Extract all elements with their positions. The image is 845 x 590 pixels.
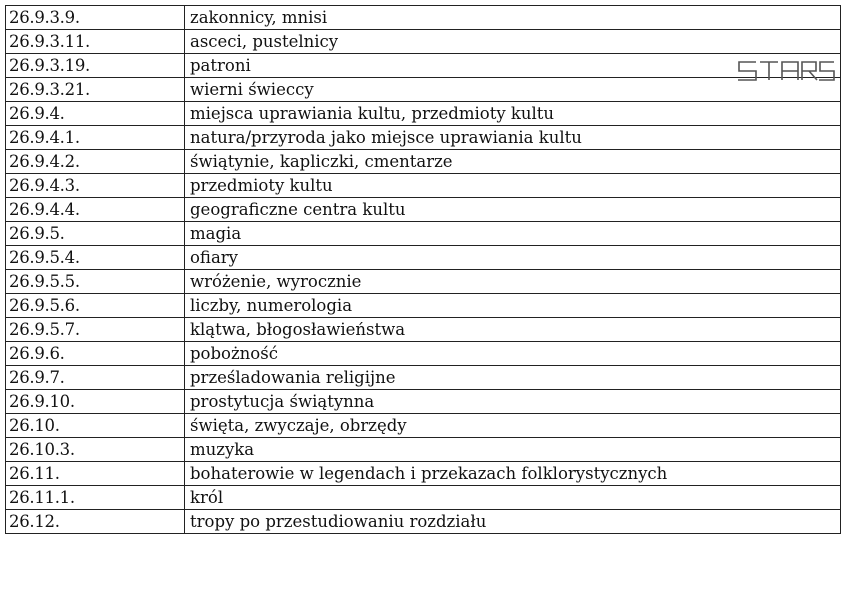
table-row xyxy=(6,246,841,270)
category-code-cell: 26.9.5.6. xyxy=(6,294,185,318)
table-row xyxy=(6,414,841,438)
category-label-cell: tropy po przestudiowaniu rozdziału xyxy=(185,510,841,534)
category-label-cell: bohaterowie w legendach i przekazach folklorystycznych xyxy=(185,462,841,486)
table-row xyxy=(6,486,841,510)
category-label-cell: geograficzne centra kultu xyxy=(185,198,841,222)
category-code-cell: 26.11.1. xyxy=(6,486,185,510)
category-code-cell: 26.9.4.1. xyxy=(6,126,185,150)
category-code-cell: 26.9.5.7. xyxy=(6,318,185,342)
table-row xyxy=(6,174,841,198)
category-code-cell: 26.9.10. xyxy=(6,390,185,414)
table-row xyxy=(6,126,841,150)
table-row xyxy=(6,318,841,342)
category-code-cell: 26.9.4.3. xyxy=(6,174,185,198)
category-label-cell: liczby, numerologia xyxy=(185,294,841,318)
table-row xyxy=(6,510,841,534)
category-code-cell: 26.11. xyxy=(6,462,185,486)
category-code-cell: 26.9.6. xyxy=(6,342,185,366)
stars-watermark-logo xyxy=(737,60,835,82)
table-row xyxy=(6,342,841,366)
table-row xyxy=(6,6,841,30)
category-code-cell: 26.9.5.4. xyxy=(6,246,185,270)
category-code-cell: 26.9.4.4. xyxy=(6,198,185,222)
stars-logo-icon xyxy=(737,60,835,82)
category-label-cell: przedmioty kultu xyxy=(185,174,841,198)
category-label-cell: magia xyxy=(185,222,841,246)
category-code-cell: 26.9.3.9. xyxy=(6,6,185,30)
category-code-cell: 26.9.3.11. xyxy=(6,30,185,54)
table-row xyxy=(6,390,841,414)
category-label-cell: świątynie, kapliczki, cmentarze xyxy=(185,150,841,174)
category-code-cell: 26.12. xyxy=(6,510,185,534)
classification-table xyxy=(5,5,841,534)
category-label-cell: miejsca uprawiania kultu, przedmioty kultu xyxy=(185,102,841,126)
table-row xyxy=(6,54,841,78)
category-code-cell: 26.9.3.21. xyxy=(6,78,185,102)
category-label-cell: król xyxy=(185,486,841,510)
category-code-cell: 26.9.3.19. xyxy=(6,54,185,78)
category-label-cell: prześladowania religijne xyxy=(185,366,841,390)
category-code-cell: 26.9.4.2. xyxy=(6,150,185,174)
category-label-cell: klątwa, błogosławieństwa xyxy=(185,318,841,342)
category-label-cell: asceci, pustelnicy xyxy=(185,30,841,54)
category-label-cell: muzyka xyxy=(185,438,841,462)
category-label-cell: prostytucja świątynna xyxy=(185,390,841,414)
table-body xyxy=(6,6,841,534)
table-row xyxy=(6,366,841,390)
category-code-cell: 26.9.4. xyxy=(6,102,185,126)
category-label-cell: patroni xyxy=(185,54,841,78)
category-code-cell: 26.9.7. xyxy=(6,366,185,390)
table-row xyxy=(6,462,841,486)
table-row xyxy=(6,222,841,246)
category-code-cell: 26.9.5. xyxy=(6,222,185,246)
category-code-cell: 26.10. xyxy=(6,414,185,438)
category-label-cell: pobożność xyxy=(185,342,841,366)
table-row xyxy=(6,30,841,54)
table-row xyxy=(6,294,841,318)
category-label-cell: natura/przyroda jako miejsce uprawiania kultu xyxy=(185,126,841,150)
table-row xyxy=(6,78,841,102)
category-code-cell: 26.10.3. xyxy=(6,438,185,462)
table-row xyxy=(6,150,841,174)
table-row xyxy=(6,198,841,222)
category-label-cell: święta, zwyczaje, obrzędy xyxy=(185,414,841,438)
table-row xyxy=(6,102,841,126)
category-code-cell: 26.9.5.5. xyxy=(6,270,185,294)
table-row xyxy=(6,438,841,462)
category-label-cell: ofiary xyxy=(185,246,841,270)
category-label-cell: wróżenie, wyrocznie xyxy=(185,270,841,294)
category-label-cell: wierni świeccy xyxy=(185,78,841,102)
category-label-cell: zakonnicy, mnisi xyxy=(185,6,841,30)
table-row xyxy=(6,270,841,294)
